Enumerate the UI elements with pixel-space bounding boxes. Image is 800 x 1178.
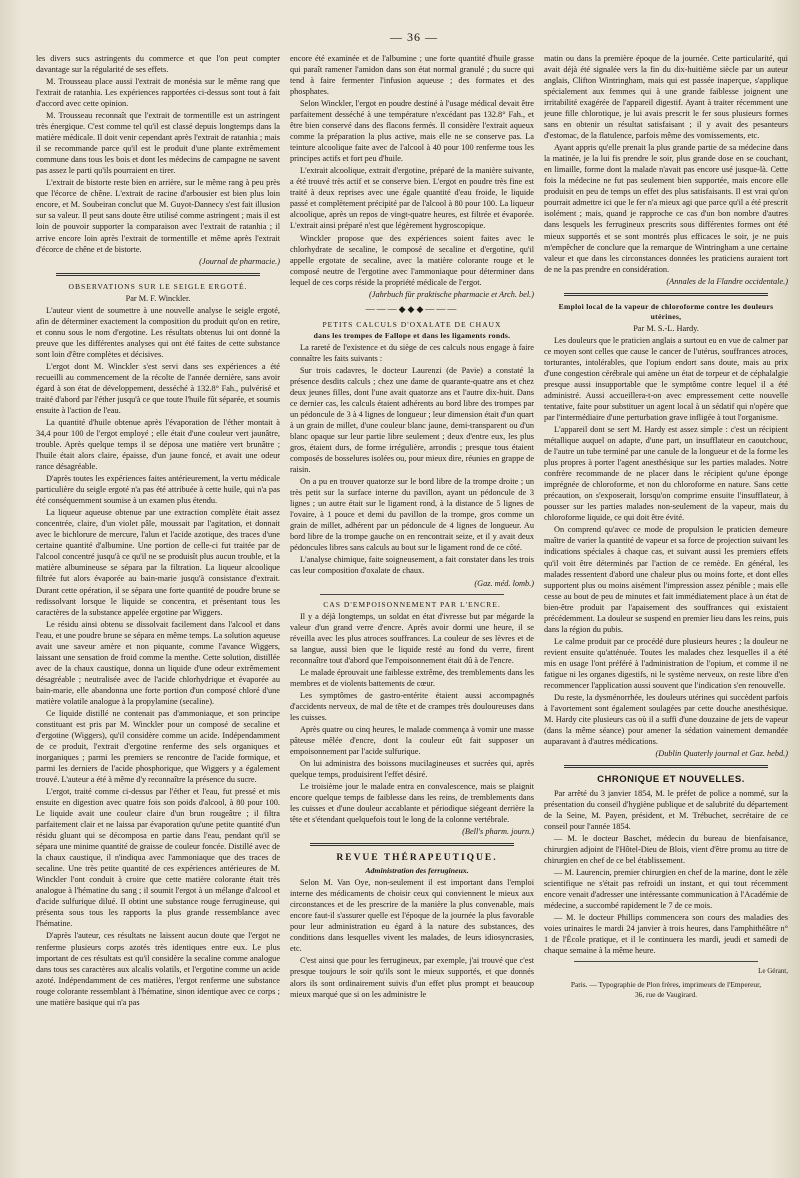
source-citation: (Jahrbuch für praktische pharmacie et Arch. bel.) (369, 289, 534, 299)
paragraph: L'analyse chimique, faite soigneusement, a fait constater dans les trois cas leur composition d'oxalate de chaux. (290, 555, 534, 576)
paragraph: L'extrait alcoolique, extrait d'ergotine, préparé de la manière suivante, a été trouvé très actif et se conserve bien. L'ergot en poudre très fine est traité à deux reprises avec une égale quantité d'eau froide, le liquide passé et complètement précipité par de l'alcool à 80 pour 100. La liqueur alcoolique, après un repos de vingt-quatre heures, est filtrée et évaporée. L'extrait ainsi préparé n'est que légèrement hygroscopique. (290, 166, 534, 231)
article-title: CAS D'EMPOISONNEMENT PAR L'ENCRE. (323, 599, 501, 609)
divider (320, 594, 504, 595)
page-number: — 36 — (390, 30, 438, 44)
paragraph: L'appareil dont se sert M. Hardy est assez simple : c'est un récipient métallique auquel on adapte, d'une part, un insufflateur en caoutchouc, de l'autre un tube terminé par une canule de la longueur et de la forme les plus propres à porter l'agent anesthésique sur les parties malades. Notre confrère recommande de ne placer dans le récipient qu'une éponge imprégnée de chloroforme, et non du chloroforme en nature. Sans cette précaution, on s'exposerait, lorsqu'on comprime ensuite l'insufflateur, à pousser sur les parties malades non-seulement de la vapeur, mais du chloroforme liquide, ce qui doit être évité. (544, 425, 788, 523)
paragraph: L'ergot dont M. Winckler s'est servi dans ses expériences a été recueilli au commencement de la récolte de l'année dernière, sans avoir égard à son état de développement, desséché à 132.8° Fah., pulvérisé et traité d'abord par l'éther jusqu'à ce que toute l'huile fût séparée, et soumis ensuite à l'action de l'eau. (36, 361, 280, 415)
source-citation: (Gaz. méd. lomb.) (474, 578, 534, 588)
news-item: — M. le docteur Baschet, médecin du bureau de bienfaisance, chirurgien adjoint de l'Hôtel-Dieu de Blois, vient d'être promu au titre de chirurgien en chef de ce bel établissement. (544, 833, 788, 865)
paragraph: Le calme produit par ce procédé dure plusieurs heures ; la douleur ne revient ensuite qu'atténuée. Toutes les malades chez lesquelles il a été mis en usage l'ont préféré à l'administration de l'opium, et comme il ne fatigue ni les organes digestifs, ni le système nerveux, on reste libre d'en recommencer l'application aussi souvent que l'indication s'en renouvelle. (544, 636, 788, 690)
news-item: Par arrêté du 3 janvier 1854, M. le préfet de police a nommé, sur la présentation du conseil d'hygiène publique et de salubrité du département de la Seine, M. Payen, président, et M. Trébuchet, secrétaire de ce conseil pour l'année 1854. (544, 788, 788, 831)
divider (574, 961, 758, 962)
section-subheading: Administration des ferrugineux. (365, 865, 469, 875)
article-author: Par M. S.-L. Hardy. (633, 323, 699, 333)
news-heading: CHRONIQUE ET NOUVELLES. (597, 774, 745, 786)
section-heading: REVUE THÉRAPEUTIQUE. (336, 853, 498, 864)
paragraph: L'auteur vient de soumettre à une nouvelle analyse le seigle ergoté, afin de déterminer exactement la composition du produit qu'on en retire, et connu sous le nom d'ergotine. Les résultats obtenus lui ont donné la preuve que les différentes analyses qui ont été faites de cette substance sont loin d'être complètes et décisives. (36, 305, 280, 359)
gerant-label: Le Gérant, (758, 967, 788, 976)
article-author: Par M. F. Winckler. (125, 293, 191, 303)
article-subtitle: dans les trompes de Fallope et dans les ligaments ronds. (313, 330, 511, 340)
paragraph: Winckler propose que des expériences soient faites avec le chlorhydrate de secaline, le composé de secaline et d'ergotine, qu'il appelle ergotate de secaline, avec la matière colorante rouge et le composé neutre de l'ergotine avec l'ammoniaque pour déterminer dans lequel de ces corps réside la propriété médicale de l'ergot. (290, 233, 534, 287)
article-title: Emploi local de la vapeur de chloroforme contre les douleurs utérines, (558, 301, 774, 321)
paragraph: les divers sucs astringents du commerce et que l'on peut compter davantage sur la régularité de ses effets. (36, 54, 280, 75)
paragraph: Ce liquide distillé ne contenait pas d'ammoniaque, et son principe constituant est pris par M. Winckler pour un composé de secaline et d'ergotine (Wiggers), qu'il considère comme un acide. Indépendamment de ce produit, l'extrait d'ergotine renferme des sels organiques et inorganiques ; parmi les premiers se rencontre de l'acide formique, et parmi les derniers de l'acide phosphorique, que Wiggers y a également trouvé. L'auteur a été à même d'y reconnaître la présence du sucre. (36, 708, 280, 785)
paragraph: M. Trousseau reconnaît que l'extrait de tormentille est un astringent très énergique. C'est comme tel qu'il est classé depuis longtemps dans la matière médicale. Il doit venir cependant après l'extrait de ratanhia ; mais il se recommande parce qu'il est le produit d'une plante extrêmement commune dans tous les bois et dont les médecins de campagne ne savent pas assez le parti qu'ils pourraient en tirer. (36, 111, 280, 176)
divider (564, 765, 768, 768)
paragraph: Du reste, la dysménorrhée, les douleurs utérines qui succèdent parfois à l'avortement sont également soulagées par cette douche anesthésique. M. Hardy cite plusieurs cas où il a suffi d'une douzaine de jets de vapeur (dans la même séance) pour amener la sédation vainement demandée auparavant à d'autres médications. (544, 692, 788, 746)
divider (56, 273, 260, 276)
paragraph: L'ergot, traité comme ci-dessus par l'éther et l'eau, fut pressé et mis ensuite en digestion avec quatre fois son poids d'alcool, à 80 pour 100. Le liquide avait une couleur claire d'un brun rougeâtre ; il filtra parfaitement clair et ne laissa par évaporation qu'une petite quantité d'un résidu gluant qui se décomposa en partie dans l'eau, pendant qu'il se sépara une minime quantité de graisse de couleur foncée. Distillé avec de la chaux caustique, il n'indiqua avec l'ammoniaque que des traces de secaline. Une très petite quantité de ces expériences antérieures de M. Winckler l'ont conduit à croire que cette matière colorante était très analogue à l'hématine du sang ; il soumit l'ergot à un mélange d'alcool et d'acide sulfurique dilué. Il obtint une substance rouge ferrugineuse, qui présenta sous tous les rapports la plus grande ressemblance avec l'hématine. (36, 787, 280, 929)
paragraph: On lui administra des boissons mucilagineuses et sucrées qui, après quelque temps, produisirent l'effet désiré. (290, 759, 534, 780)
paragraph: Le troisième jour le malade entra en convalescence, mais se plaignit encore quelque temps de faiblesse dans les reins, de tremblements dans les cuisses et d'une douleur accablante et périodique siégeant derrière la tête et s'étendant quelquefois tout le long de la colonne vertébrale. (290, 782, 534, 825)
paragraph: La quantité d'huile obtenue après l'évaporation de l'éther montait à 34,4 pour 100 de l'ergot employé ; elle était d'une couleur vert jaunâtre, trouble. Après quelque temps il se déposa une matière vert brunâtre ; l'huile était alors claire, épaisse, d'un jaune foncé, et avait une odeur rance désagréable. (36, 418, 280, 472)
column-3 (544, 53, 788, 1009)
source-citation: (Annales de la Flandre occidentale.) (666, 276, 788, 286)
divider (564, 293, 768, 296)
paragraph: Les douleurs que le praticien anglais a surtout eu en vue de calmer par ce moyen sont celles que cause le cancer de l'utérus, souffrances atroces, torturantes, intolérables, que l'opium endort sans doute, mais au prix d'une congestion cérébrale qui amène un état de torpeur et de céphalalgie presque aussi insupportable que le symptôme contre lequel il a été administré. Aussi accueillera-t-on avec empressement cette nouvelle tentative, faite pour substituer un agent local à un sédatif qui n'opère que par l'intermédiaire d'une perturbation grave infligée à tout l'organisme. (544, 335, 788, 423)
paragraph: Le malade éprouvait une faiblesse extrême, des tremblements dans les membres et de violents battements de cœur. (290, 667, 534, 688)
paragraph: On comprend qu'avec ce mode de propulsion le praticien demeure maître de varier la quantité de vapeur et sa force de projection suivant les indications spéciales à chaque cas, et suivant aussi les premiers effets qu'il voit être déterminés par l'action de ce remède. En général, les malades ressentent d'abord une chaleur plus ou moins forte, et dont elles supportent plus ou moins aisément l'impression assez pénible ; mais elle cesse au bout de peu de minutes et fait immédiatement place à un état de bien-être produit par l'apaisement des souffrances qui existaient précédemment. La douleur se suspend en premier lieu dans les reins, puis dans la région du pubis. (544, 525, 788, 634)
paragraph: La rareté de l'existence et du siège de ces calculs nous engage à faire connaître les faits suivants : (290, 342, 534, 363)
news-item: — M. le docteur Phillips commencera son cours des maladies des voies urinaires le mardi 24 janvier à trois heures, dans l'amphithéâtre n° 1 de l'École pratique, et il le continuera les mardi, jeudi et samedi de chaque semaine à la même heure. (544, 913, 788, 956)
paragraph: Le résidu ainsi obtenu se dissolvait facilement dans l'alcool et dans l'eau, et une poudre brune se sépara en même temps. La solution aqueuse avait une saveur amère et non piquante, comme l'avance Wiggers, laissant une sensation de froid comme la menthe. Cette solution, distillée avec de la chaux caustique, donna un liquide d'une odeur extrêmement désagréable ; neutralisée avec de l'acide chlorhydrique et évaporée au bain-marie, elle abandonna une forte portion d'un composé chloré d'une matière volatile analogue à la propylamine (secaline). (36, 619, 280, 706)
paragraph: Après quatre ou cinq heures, le malade commença à vomir une masse pâteuse mêlée d'encre, dont la couleur eût fait supposer un empoisonnement par l'acide sulfurique. (290, 724, 534, 756)
imprint-line: 36, rue de Vaugirard. (634, 990, 698, 1000)
columns (36, 53, 792, 1009)
paragraph: D'après l'auteur, ces résultats ne laissent aucun doute que l'ergot ne renferme plusieurs corps azotés très identiques entre eux. Le plus important de ces résultats est qu'il considère la secaline comme analogue dans tous ses caractères aux alcalis volatils, et l'ergotine comme un acide azoté. Indépendamment de ces matières, l'ergot renferme une substance rouge colorante ressemblant à l'hématine, sinon identique avec ce corps ; une matière basique qui n'a pas (36, 931, 280, 1007)
paragraph: C'est ainsi que pour les ferrugineux, par exemple, j'ai trouvé que c'est presque toujours le soir qu'ils sont le mieux supportés, et que donnés alors ils sont ordinairement suivis d'un effet plus prompt et beaucoup mieux marqué que si on les administre le (290, 956, 534, 999)
source-citation: (Journal de pharmacie.) (199, 256, 280, 266)
paragraph: Selon Winckler, l'ergot en poudre destiné à l'usage médical devait être parfaitement desséché à une température n'excédant pas 132.8° Fah., et être bien conservé dans des flacons fermés. Il considère l'extrait aqueux comme la préparation la plus active, mais elle ne se conserve pas. La teinture alcoolique faite avec de l'alcool à 40 pour 100 renferme tous les principes actifs et fort peu d'huile. (290, 99, 534, 164)
printer-imprint (544, 980, 788, 999)
article-title: OBSERVATIONS SUR LE SEIGLE ERGOTÉ. (68, 281, 248, 291)
paragraph: M. Trousseau place aussi l'extrait de monésia sur le même rang que l'extrait de ratanhia. Les expériences rapportées ci-dessus sont tout à fait d'accord avec cette opinion. (36, 77, 280, 109)
news-item: — M. Laurencin, premier chirurgien en chef de la marine, dont le zèle scientifique ne s'était pas refroidi un instant, et qui tout récemment encore venait d'adresser une intéressante communication à l'Académie de médecine, a succombé rapidement le 7 de ce mois. (544, 867, 788, 910)
ornament-divider: ———◆◆◆——— (365, 303, 459, 314)
paragraph: La liqueur aqueuse obtenue par une extraction complète était assez concentrée, claire, d'un violet pâle, moussait par l'agitation, et donnait avec le bichlorure de mercure, l'alun et l'acide azotique, des traces d'une certaine quantité d'albumine. Une portion de celle-ci fut traitée par de l'alcool concentré jusqu'à ce qu'il ne se produisît plus aucun trouble, et la matière albumineuse se sépara par la filtration. La liqueur alcoolique filtrée fut alors évaporée au bain-marie jusqu'à consistance d'extrait. Durant cette opération, il se sépara une forte quantité de poudre brune se redissolvant lorsque le liquide se concentra, et présentant tous les caractères de la substance appelée ergotine par Wiggers. (36, 508, 280, 617)
paragraph: Sur trois cadavres, le docteur Laurenzi (de Pavie) a constaté la présence desdits calculs ; chez une dame de quarante-quatre ans et chez deux jeunes filles, dont l'une avait quatorze ans et l'autre dix-huit. Dans ce dernier cas, les calculs étaient adhérents au bord libre des trompes par un pédoncule de 3 à 4 lignes de longueur ; leur dimension était d'un quart à un grain de millet, d'une couleur blanc jaune, demi-transparent ou d'un blanc opaque sur leur partie libre seulement ; deux d'entre eux, les plus gros, étaient durs, de forme irrégulière, arrondis ; presque tous étaient composés de bosselures isolées ou, pour mieux dire, réunies en grappe de raisin. (290, 365, 534, 475)
paragraph: Selon M. Van Oye, non-seulement il est important dans l'emploi interne des médicaments de choisir ceux qui conviennent le mieux aux circonstances et de les prescrire de la manière la plus convenable, mais encore faut-il s'assurer quelle est l'époque de la journée la plus favorable pour leur administration eu égard à la nature des substances, des conditions dans lesquelles vivent les malades, de leurs idiosyncrasies, etc. (290, 878, 534, 954)
paragraph: D'après toutes les expériences faites antérieurement, la vertu médicale particulière du seigle ergoté n'a pas été attribuée à cette huile, qui n'a pas été conséquemment soumise à un examen plus étendu. (36, 474, 280, 506)
divider (310, 843, 514, 846)
article-title: PETITS CALCULS D'OXALATE DE CHAUX (322, 319, 502, 329)
source-citation: (Bell's pharm. journ.) (462, 827, 534, 837)
paragraph: encore été examinée et de l'albumine ; une forte quantité d'huile grasse qui paraît ramener l'amidon dans son état normal granulé ; du sucre qui tend à faire fermenter l'infusion aqueuse ; des formates et des phosphates. (290, 54, 534, 97)
paragraph: On a pu en trouver quatorze sur le bord libre de la trompe droite ; un très petit sur la surface interne du pavillon, ayant un pédoncule de 3 lignes ; un autre était sur le ligament rond, à la distance de 5 lignes de l'ovaire, à 1 pouce et demi du pavillon de la trompe, gros comme un grain de millet, adhérent par un pédoncule de 4 lignes de longueur. Au bord libre de la trompe gauche on en rencontrait seize, et il y avait deux pédoncules libres sans calculs au bout sur le ligament rond de ce côté. (290, 477, 534, 553)
paragraph: matin ou dans la première époque de la journée. Cette particularité, qui avait déjà été signalée vers la fin du dix-huitième siècle par un auteur anglais, Clifton Wintringham, mais qui est passée inaperçue, s'applique spécialement aux femmes qui à une grande faiblesse joignent une irritabilité exagérée de l'appareil digestif. Ayant à traiter récemment une jeune fille chlorotique, je lui avais prescrit le fer sous plusieurs formes sans en obtenir un résultat satisfaisant ; il y avait des pesanteurs d'estomac, de la flatulence, parfois même des vomissements, etc. (544, 54, 788, 141)
source-citation: (Dublin Quaterly journal et Gaz. hebd.) (655, 749, 788, 759)
paragraph: L'extrait de bistorte reste bien en arrière, sur le même rang à peu près que l'écorce de chêne. L'extrait de racine d'arbousier est bien plus loin encore, et M. Soubeiran conclut que M. Guyot-Dannecy s'est fait illusion sur sa valeur. Il peut sans doute être utilisé comme astringent ; mais il est loin de pouvoir supporter la comparaison avec l'extrait de ratanhia ; il arrive encore loin après l'extrait de tormentille et même après l'extrait d'écorce de chêne et de bistorte. (36, 178, 280, 254)
paragraph: Les symptômes de gastro-entérite étaient aussi accompagnés d'accidents nerveux, de mal de tête et de crampes très douloureuses dans les cuisses. (290, 690, 534, 722)
column-2 (290, 53, 534, 1009)
imprint-line: Paris. — Typographie de Plon frères, imprimeurs de l'Empereur, (570, 980, 762, 990)
paragraph: Ayant appris qu'elle prenait la plus grande partie de sa médecine dans la matinée, je la lui fis prendre le soir, plus grande dose en se couchant, en limaille, forme dont la malade n'avait pas encore usé jusque-là. Cette fois la médecine ne fut pas seulement bien supportée, mais encore elle produisit en peu de temps un effet des plus satisfaisants. Il est vrai qu'on pourrait admettre ici que le fer n'a mieux agi que parce qu'il a été prescrit isolément ; mais, quand je rapproche ce cas d'un bon nombre d'autres dans lesquels les ferrugineux prescrits sous différentes formes ont été mieux supportés et se sont montrés plus efficaces le soir, je ne puis m'empêcher de conclure que la remarque de Wintringham a une certaine valeur et que dans les circonstances données les praticiens auraient tort de ne la pas prendre en considération. (544, 143, 788, 274)
column-1 (36, 53, 280, 1009)
paragraph: Il y a déjà longtemps, un soldat en état d'ivresse but par mégarde la valeur d'un grand verre d'encre. Après avoir dormi une heure, il se réveilla avec les plus atroces souffrances. La couleur de ses lèvres et de sa langue, aussi bien que le liquide resté au fond du verre, firent reconnaître tout d'abord que l'empoisonnement était dû à de l'encre. (290, 611, 534, 665)
